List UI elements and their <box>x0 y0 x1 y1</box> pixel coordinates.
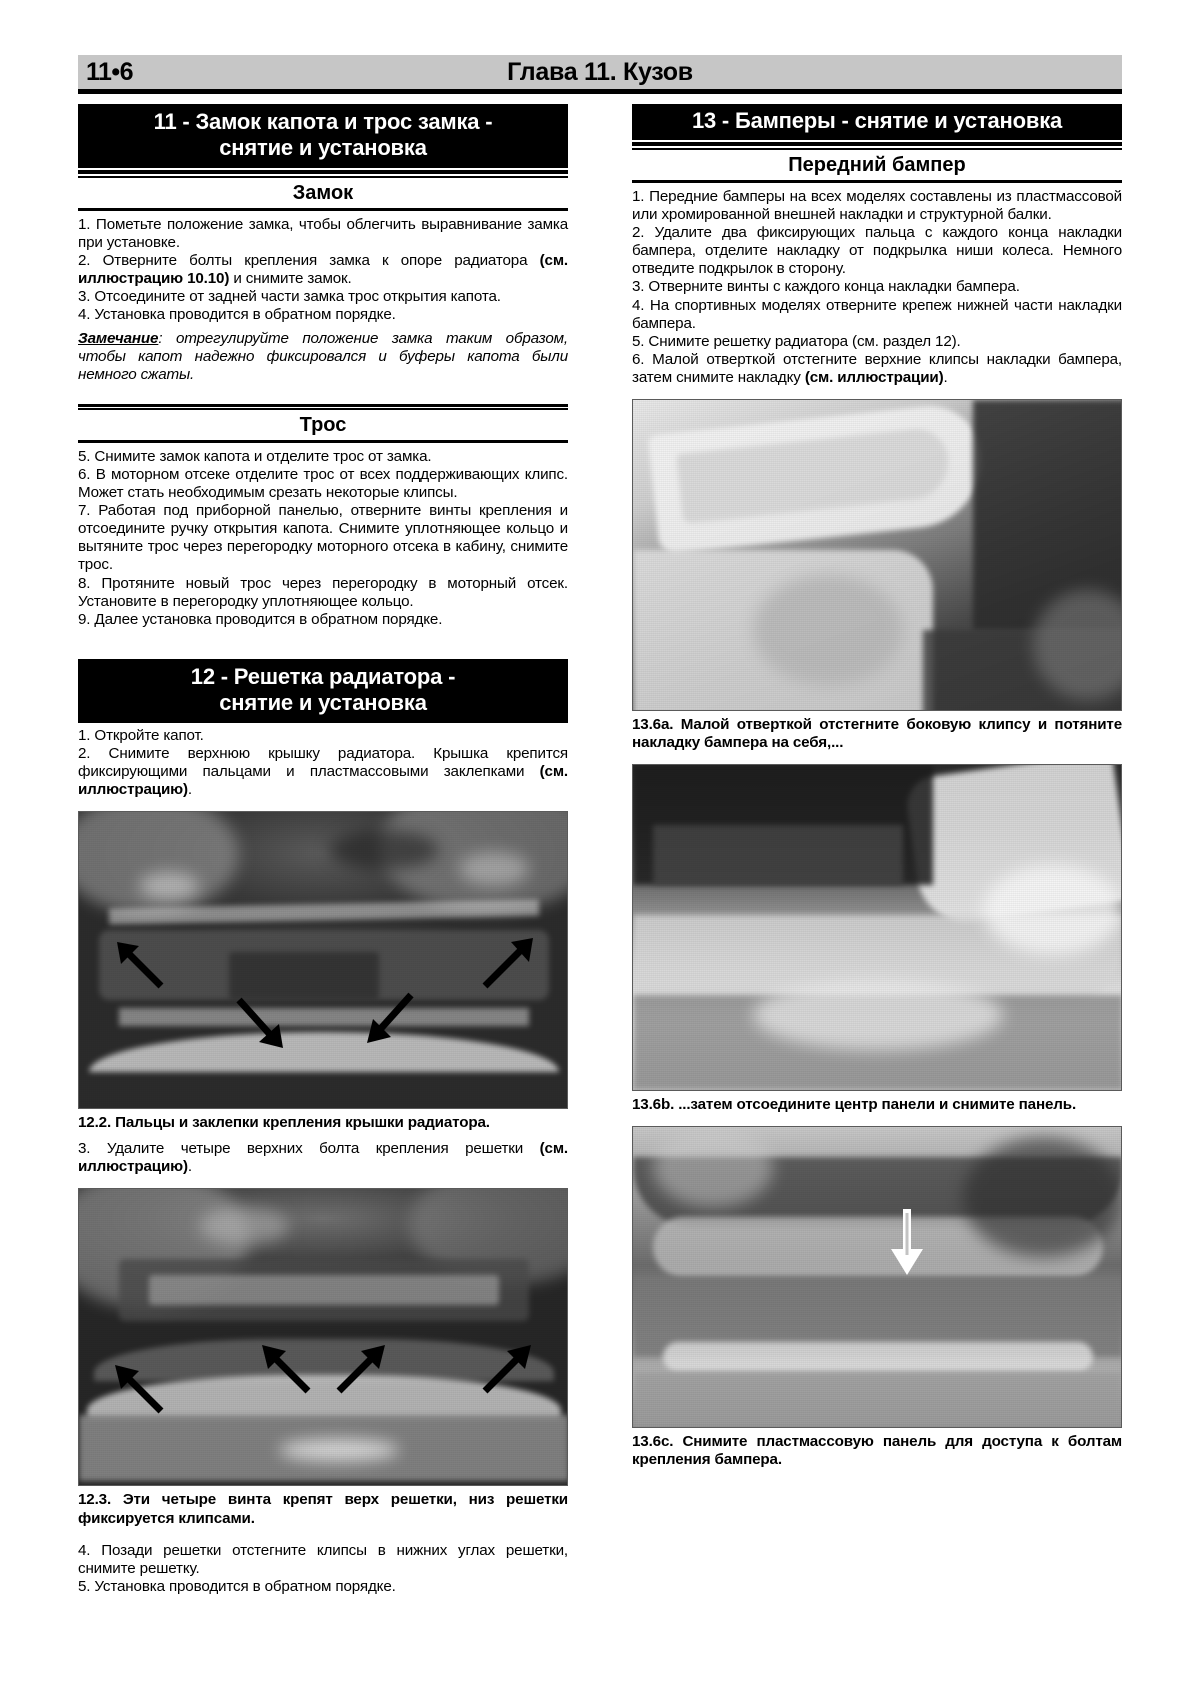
section-13-heading: 13 - Бамперы - снятие и установка <box>691 108 1063 133</box>
figure-12-2-radiator-cover-photo <box>78 811 568 1109</box>
figure-12-2-caption: 12.2. Пальцы и заклепки крепления крышки радиатора. <box>78 1114 490 1132</box>
lock-step-1: 1. Пометьте положение замка, чтобы облегчить выравнивание замка при установке. <box>78 216 568 252</box>
cable-step-8: 8. Протяните новый трос через перегородку в моторный отсек. Установите в перегородку уплотняющее кольцо. <box>78 574 568 610</box>
photo-content <box>633 765 1121 1090</box>
figure-13-6b-caption: 13.6b. ...затем отсоедините центр панели и снимите панель. <box>632 1096 1077 1114</box>
lock-step-4: 4. Установка проводится в обратном порядке. <box>78 306 396 324</box>
figure-13-6c-plastic-panel-photo <box>632 1126 1122 1428</box>
left-column <box>78 104 568 1596</box>
lock-step-3: 3. Отсоедините от задней части замка трос открытия капота. <box>78 288 501 306</box>
bumper-step-5: 5. Снимите решетку радиатора (см. раздел 12). <box>632 332 961 350</box>
lock-step-2: 2. Отверните болты крепления замка к опоре радиатора (см. иллюстрацию 10.10) и снимите замок. <box>78 252 568 288</box>
section-13-header <box>632 104 1122 140</box>
bumper-step-4: 4. На спортивных моделях отверните крепеж нижней части накладки бампера. <box>632 296 1122 332</box>
see-illustrations-ref: (см. иллюстрации) <box>804 368 944 386</box>
section-11-header <box>78 104 568 168</box>
divider <box>632 142 1122 150</box>
note-text: : отрегулируйте положение замка таким образом, чтобы капот надежно фиксировался и буферы капота были немного сжаты. <box>78 329 568 383</box>
bumper-step-2: 2. Удалите два фиксирующих пальца с каждого конца накладки бампера, отделите накладку от подкрылка ниши колеса. Немного отведите подкрылок в сторону. <box>632 224 1122 278</box>
section-11-heading-line2: снятие и установка <box>219 135 427 160</box>
figure-13-6a-caption: 13.6а. Малой отверткой отстегните боковую клипсу и потяните накладку бампера на себя,... <box>632 716 1122 752</box>
subheading-front-bumper: Передний бампер <box>788 154 966 176</box>
photo-content <box>633 400 1121 710</box>
note-label: Замечание <box>78 329 159 347</box>
see-illustration-ref: (см. иллюстрацию 10.10) <box>78 252 568 288</box>
bumper-step-6: 6. Малой отверткой отстегните верхние клипсы накладки бампера, затем снимите накладку (см. иллюстрации). <box>632 350 1122 386</box>
bumper-step-3: 3. Отверните винты с каждого конца накладки бампера. <box>632 278 1020 296</box>
subheading-cable: Трос <box>299 413 347 436</box>
running-head <box>78 55 1122 94</box>
figure-13-6c-caption: 13.6с. Снимите пластмассовую панель для доступа к болтам крепления бампера. <box>632 1433 1122 1469</box>
photo-content <box>79 1189 567 1485</box>
see-illustration-ref: (см. иллюстрацию) <box>78 762 568 799</box>
right-column <box>632 104 1122 1470</box>
section-12-heading-line2: снятие и установка <box>219 689 427 715</box>
grille-step-5: 5. Установка проводится в обратном порядке. <box>78 1577 396 1595</box>
section-12-heading-line1: 12 - Решетка радиатора - <box>190 663 456 689</box>
cable-step-5: 5. Снимите замок капота и отделите трос от замка. <box>78 447 432 465</box>
see-illustration-ref: (см. иллюстрацию) <box>78 1140 568 1176</box>
cable-step-7: 7. Работая под приборной панелью, отверните винты крепления и отсоедините ручку открытия капота. Снимите уплотняющее кольцо и вытяните трос через перегородку моторного отсека в кабину, снимите трос. <box>78 502 568 574</box>
divider <box>78 170 568 178</box>
lock-note <box>78 330 568 384</box>
photo-content <box>633 1127 1121 1427</box>
figure-13-6b-bumper-panel-photo <box>632 764 1122 1091</box>
bumper-step-1: 1. Передние бамперы на всех моделях составлены из пластмассовой или хромированной внешней накладки и структурной балки. <box>632 188 1122 224</box>
grille-step-2: 2. Снимите верхнюю крышку радиатора. Крышка крепится фиксирующими пальцами и пластмассовыми заклепками (см. иллюстрацию). <box>78 744 568 799</box>
figure-13-6a-headlight-bumper-photo <box>632 399 1122 711</box>
grille-step-4: 4. Позади решетки отстегните клипсы в нижних углах решетки, снимите решетку. <box>78 1541 568 1577</box>
subheading-lock: Замок <box>292 182 354 204</box>
chapter-title: Глава 11. Кузов <box>507 58 693 86</box>
section-11-heading-line1: 11 - Замок капота и трос замка - <box>153 109 493 134</box>
section-12-header <box>78 659 568 723</box>
page-number: 11•6 <box>86 58 134 86</box>
photo-content <box>79 812 567 1108</box>
grille-step-1: 1. Откройте капот. <box>78 726 204 744</box>
grille-step-3: 3. Удалите четыре верхних болта крепления решетки (см. иллюстрацию). <box>78 1140 568 1176</box>
cable-step-6: 6. В моторном отсеке отделите трос от всех поддерживающих клипс. Может стать необходимым срезать некоторые клипсы. <box>78 465 568 502</box>
figure-12-3-caption: 12.3. Эти четыре винта крепят верх решетки, низ решетки фиксируется клипсами. <box>78 1491 568 1527</box>
cable-step-9: 9. Далее установка проводится в обратном порядке. <box>78 610 443 628</box>
figure-12-3-grille-screws-photo <box>78 1188 568 1486</box>
